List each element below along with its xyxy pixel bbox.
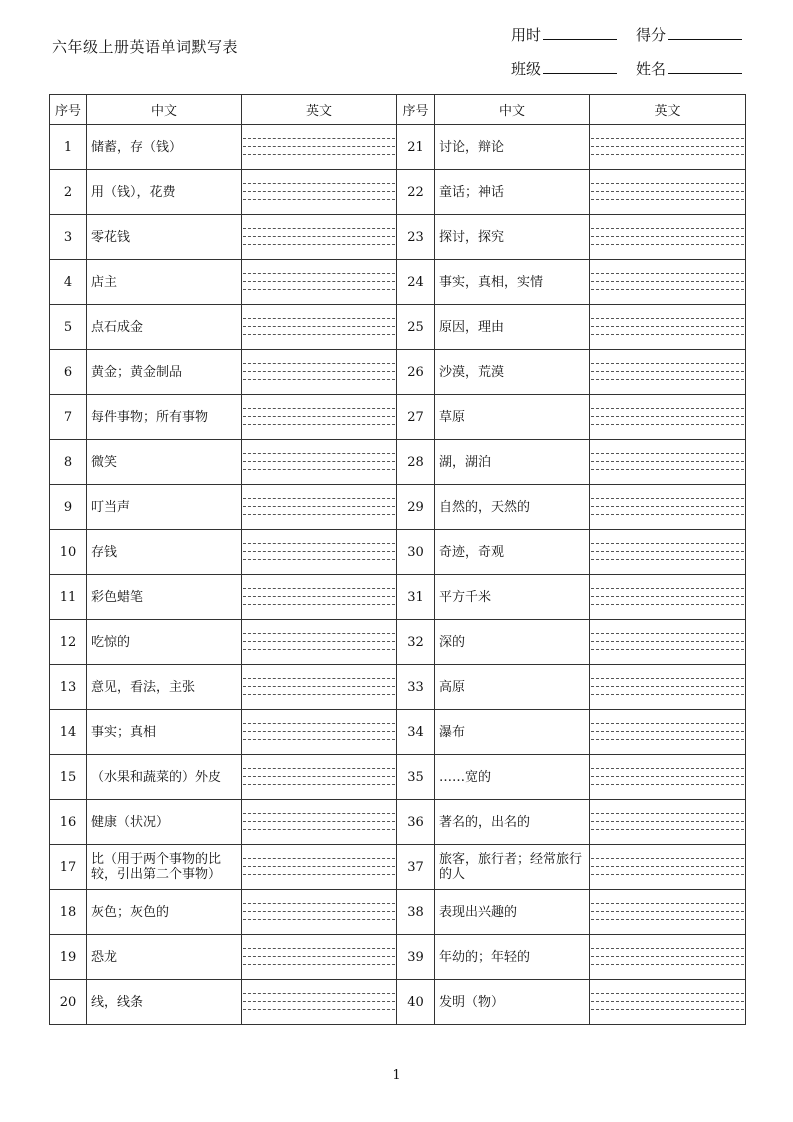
writing-guide-line [243,289,395,290]
writing-guide-line [591,363,744,364]
writing-guide-line [243,813,395,814]
english-answer-blank[interactable] [242,215,397,260]
writing-guide-line [243,649,395,650]
english-answer-blank[interactable] [590,125,746,170]
row-number: 9 [50,485,87,530]
writing-guide-line [243,506,395,507]
table-row [50,845,746,890]
english-answer-blank[interactable] [590,710,746,755]
chinese-meaning: 灰色；灰色的 [87,890,242,935]
english-answer-blank[interactable] [590,845,746,890]
time-label: 用时 [511,26,542,44]
header-num-right: 序号 [397,95,435,125]
chinese-meaning: 点石成金 [87,305,242,350]
chinese-meaning: 瀑布 [435,710,590,755]
writing-guide-line [591,191,744,192]
table-row [50,350,746,395]
score-blank[interactable] [668,25,742,40]
name-field [636,58,742,79]
time-field [511,24,617,45]
chinese-meaning: 恐龙 [87,935,242,980]
table-row [50,710,746,755]
english-answer-blank[interactable] [242,845,397,890]
writing-guide-line [243,604,395,605]
writing-guide-line [591,281,744,282]
chinese-meaning: 意见，看法，主张 [87,665,242,710]
chinese-meaning: 自然的，天然的 [435,485,590,530]
table-row [50,305,746,350]
chinese-meaning: 童话；神话 [435,170,590,215]
writing-guide-line [591,633,744,634]
writing-guide-line [591,993,744,994]
chinese-meaning: 高原 [435,665,590,710]
english-answer-blank[interactable] [590,350,746,395]
chinese-meaning: 平方千米 [435,575,590,620]
writing-guide-line [591,964,744,965]
chinese-meaning: （水果和蔬菜的）外皮 [87,755,242,800]
writing-guide-line [591,596,744,597]
writing-guide-line [591,543,744,544]
writing-guide-line [243,228,395,229]
chinese-meaning: 探讨，探究 [435,215,590,260]
row-number: 1 [50,125,87,170]
row-number: 6 [50,350,87,395]
row-number: 22 [397,170,435,215]
chinese-meaning: 著名的，出名的 [435,800,590,845]
writing-guide-line [243,694,395,695]
chinese-meaning: 事实，真相，实情 [435,260,590,305]
writing-guide-line [243,551,395,552]
row-number: 25 [397,305,435,350]
writing-guide-line [243,1001,395,1002]
writing-guide-line [591,514,744,515]
chinese-meaning: 黄金；黄金制品 [87,350,242,395]
writing-guide-line [243,768,395,769]
table-row [50,215,746,260]
writing-guide-line [243,543,395,544]
row-number: 29 [397,485,435,530]
english-answer-blank[interactable] [242,710,397,755]
writing-guide-line [591,919,744,920]
chinese-meaning: 比（用于两个事物的比较，引出第二个事物） [87,845,242,890]
writing-guide-line [591,371,744,372]
writing-guide-line [243,821,395,822]
writing-guide-line [591,146,744,147]
english-answer-blank[interactable] [242,665,397,710]
writing-guide-line [591,551,744,552]
writing-guide-line [591,408,744,409]
writing-guide-line [243,498,395,499]
writing-guide-line [591,1001,744,1002]
chinese-meaning: 零花钱 [87,215,242,260]
chinese-meaning: 用（钱），花费 [87,170,242,215]
chinese-meaning: 存钱 [87,530,242,575]
chinese-meaning: 线，线条 [87,980,242,1025]
chinese-meaning: 旅客，旅行者；经常旅行的人 [435,845,590,890]
chinese-meaning: 彩色蜡笔 [87,575,242,620]
english-answer-blank[interactable] [242,980,397,1025]
page-number: 1 [392,1068,401,1083]
row-number: 40 [397,980,435,1025]
row-number: 2 [50,170,87,215]
row-number: 21 [397,125,435,170]
english-answer-blank[interactable] [590,575,746,620]
header-en-right: 英文 [590,95,746,125]
writing-guide-line [243,273,395,274]
table-row [50,665,746,710]
chinese-meaning: 草原 [435,395,590,440]
row-number: 15 [50,755,87,800]
writing-guide-line [243,588,395,589]
header-row [50,95,746,125]
english-answer-blank[interactable] [242,890,397,935]
writing-guide-line [591,874,744,875]
writing-guide-line [243,371,395,372]
row-number: 30 [397,530,435,575]
writing-guide-line [591,731,744,732]
english-answer-blank[interactable] [242,485,397,530]
table-row [50,935,746,980]
writing-guide-line [591,273,744,274]
row-number: 35 [397,755,435,800]
english-answer-blank[interactable] [242,170,397,215]
english-answer-blank[interactable] [242,935,397,980]
writing-guide-line [243,334,395,335]
writing-guide-line [243,633,395,634]
writing-guide-line [591,416,744,417]
writing-guide-line [591,154,744,155]
writing-guide-line [243,686,395,687]
writing-guide-line [591,379,744,380]
writing-guide-line [243,146,395,147]
english-answer-blank[interactable] [242,530,397,575]
writing-guide-line [591,768,744,769]
writing-guide-line [243,281,395,282]
row-number: 28 [397,440,435,485]
table-row [50,125,746,170]
writing-guide-line [243,776,395,777]
row-number: 3 [50,215,87,260]
table-row [50,755,746,800]
english-answer-blank[interactable] [590,395,746,440]
english-answer-blank[interactable] [590,530,746,575]
english-answer-blank[interactable] [590,260,746,305]
writing-guide-line [243,199,395,200]
writing-guide-line [591,649,744,650]
english-answer-blank[interactable] [242,305,397,350]
english-answer-blank[interactable] [242,575,397,620]
row-number: 5 [50,305,87,350]
writing-guide-line [243,154,395,155]
chinese-meaning: 讨论，辩论 [435,125,590,170]
writing-guide-line [591,829,744,830]
english-answer-blank[interactable] [590,620,746,665]
writing-guide-line [591,228,744,229]
english-answer-blank[interactable] [242,125,397,170]
row-number: 39 [397,935,435,980]
page-title: 六年级上册英语单词默写表 [52,38,239,56]
english-answer-blank[interactable] [242,260,397,305]
english-answer-blank[interactable] [590,305,746,350]
writing-guide-line [591,641,744,642]
time-blank[interactable] [543,25,617,40]
row-number: 32 [397,620,435,665]
writing-guide-line [243,829,395,830]
writing-guide-line [243,559,395,560]
writing-guide-line [591,858,744,859]
writing-guide-line [243,138,395,139]
writing-guide-line [243,1009,395,1010]
writing-guide-line [591,506,744,507]
score-field [636,24,742,45]
writing-guide-line [591,784,744,785]
table-row [50,890,746,935]
writing-guide-line [243,244,395,245]
row-number: 27 [397,395,435,440]
row-number: 14 [50,710,87,755]
writing-guide-line [243,461,395,462]
writing-guide-line [591,948,744,949]
writing-guide-line [243,874,395,875]
writing-guide-line [243,236,395,237]
english-answer-blank[interactable] [590,800,746,845]
chinese-meaning: 原因，理由 [435,305,590,350]
writing-guide-line [243,424,395,425]
writing-guide-line [591,326,744,327]
table-row [50,395,746,440]
writing-guide-line [243,596,395,597]
row-number: 8 [50,440,87,485]
writing-guide-line [591,469,744,470]
writing-guide-line [591,821,744,822]
chinese-meaning: 微笑 [87,440,242,485]
writing-guide-line [243,641,395,642]
chinese-meaning: 每件事物；所有事物 [87,395,242,440]
chinese-meaning: 储蓄，存（钱） [87,125,242,170]
chinese-meaning: ……宽的 [435,755,590,800]
class-field [511,58,617,79]
row-number: 7 [50,395,87,440]
writing-guide-line [243,318,395,319]
writing-guide-line [591,498,744,499]
english-answer-blank[interactable] [242,620,397,665]
row-number: 37 [397,845,435,890]
chinese-meaning: 表现出兴趣的 [435,890,590,935]
english-answer-blank[interactable] [590,980,746,1025]
writing-guide-line [243,191,395,192]
chinese-meaning: 湖，湖泊 [435,440,590,485]
writing-guide-line [591,866,744,867]
table-row [50,620,746,665]
writing-guide-line [591,244,744,245]
writing-guide-line [591,776,744,777]
writing-guide-line [591,138,744,139]
english-answer-blank[interactable] [590,935,746,980]
writing-guide-line [243,363,395,364]
english-answer-blank[interactable] [242,800,397,845]
row-number: 12 [50,620,87,665]
writing-guide-line [591,236,744,237]
chinese-meaning: 奇迹，奇观 [435,530,590,575]
english-answer-blank[interactable] [242,395,397,440]
row-number: 16 [50,800,87,845]
writing-guide-line [243,514,395,515]
writing-guide-line [243,866,395,867]
writing-guide-line [243,956,395,957]
writing-guide-line [243,379,395,380]
table-row [50,485,746,530]
header-en-left: 英文 [242,95,397,125]
chinese-meaning: 年幼的；年轻的 [435,935,590,980]
score-label: 得分 [636,26,667,44]
row-number: 33 [397,665,435,710]
writing-guide-line [243,678,395,679]
table-row [50,800,746,845]
writing-guide-line [243,326,395,327]
class-label: 班级 [511,60,542,78]
table-row [50,440,746,485]
table-row [50,260,746,305]
row-number: 18 [50,890,87,935]
writing-guide-line [591,453,744,454]
chinese-meaning: 店主 [87,260,242,305]
writing-guide-line [243,919,395,920]
table-row [50,530,746,575]
writing-guide-line [591,813,744,814]
row-number: 11 [50,575,87,620]
row-number: 10 [50,530,87,575]
row-number: 4 [50,260,87,305]
table-row [50,170,746,215]
row-number: 26 [397,350,435,395]
english-answer-blank[interactable] [242,440,397,485]
writing-guide-line [243,453,395,454]
english-answer-blank[interactable] [590,215,746,260]
chinese-meaning: 深的 [435,620,590,665]
name-blank[interactable] [668,59,742,74]
writing-guide-line [591,183,744,184]
chinese-meaning: 健康（状况） [87,800,242,845]
writing-guide-line [591,289,744,290]
writing-guide-line [243,408,395,409]
chinese-meaning: 沙漠，荒漠 [435,350,590,395]
class-blank[interactable] [543,59,617,74]
english-answer-blank[interactable] [590,170,746,215]
table-row [50,980,746,1025]
row-number: 13 [50,665,87,710]
english-answer-blank[interactable] [590,665,746,710]
writing-guide-line [243,948,395,949]
writing-guide-line [591,678,744,679]
row-number: 31 [397,575,435,620]
writing-guide-line [243,739,395,740]
writing-guide-line [243,469,395,470]
writing-guide-line [591,588,744,589]
writing-guide-line [591,318,744,319]
writing-guide-line [591,686,744,687]
table-row [50,575,746,620]
chinese-meaning: 叮当声 [87,485,242,530]
english-answer-blank[interactable] [590,890,746,935]
writing-guide-line [243,903,395,904]
writing-guide-line [243,911,395,912]
chinese-meaning: 吃惊的 [87,620,242,665]
writing-guide-line [243,183,395,184]
writing-guide-line [243,964,395,965]
chinese-meaning: 发明（物） [435,980,590,1025]
writing-guide-line [591,956,744,957]
writing-guide-line [591,604,744,605]
english-answer-blank[interactable] [242,755,397,800]
writing-guide-line [591,199,744,200]
writing-guide-line [591,1009,744,1010]
english-answer-blank[interactable] [590,755,746,800]
vocabulary-table [49,94,746,1025]
writing-guide-line [591,911,744,912]
row-number: 17 [50,845,87,890]
writing-guide-line [591,723,744,724]
header-cn-left: 中文 [87,95,242,125]
row-number: 24 [397,260,435,305]
english-answer-blank[interactable] [590,440,746,485]
header-num-left: 序号 [50,95,87,125]
row-number: 19 [50,935,87,980]
row-number: 20 [50,980,87,1025]
writing-guide-line [243,723,395,724]
writing-guide-line [591,461,744,462]
writing-guide-line [591,334,744,335]
writing-guide-line [591,903,744,904]
chinese-meaning: 事实；真相 [87,710,242,755]
writing-guide-line [243,416,395,417]
writing-guide-line [243,858,395,859]
english-answer-blank[interactable] [242,350,397,395]
writing-guide-line [591,694,744,695]
row-number: 34 [397,710,435,755]
row-number: 38 [397,890,435,935]
row-number: 23 [397,215,435,260]
writing-guide-line [591,424,744,425]
writing-guide-line [243,993,395,994]
writing-guide-line [591,739,744,740]
writing-guide-line [243,784,395,785]
header-cn-right: 中文 [435,95,590,125]
writing-guide-line [243,731,395,732]
name-label: 姓名 [636,60,667,78]
writing-guide-line [591,559,744,560]
english-answer-blank[interactable] [590,485,746,530]
row-number: 36 [397,800,435,845]
